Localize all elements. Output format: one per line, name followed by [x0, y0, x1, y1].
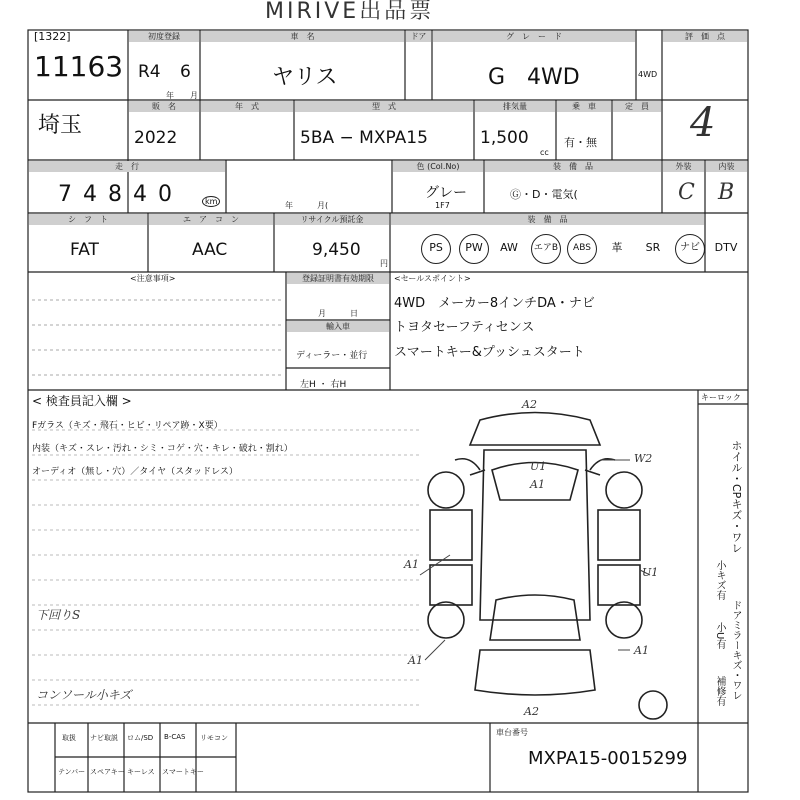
window-note: Ⓖ・D・電気(: [510, 188, 578, 201]
damage-mark: A2: [522, 398, 537, 411]
bottom-label-smart-key: スマートキー: [162, 768, 204, 776]
exterior-grade: C: [678, 180, 695, 205]
model-code: 5BA − MXPA15: [300, 128, 428, 148]
equip-pw: PW: [459, 234, 489, 264]
bottom-label-navi-manual: ナビ取説: [90, 734, 118, 742]
car-name-header: 車 名: [201, 31, 404, 42]
equip-airbag: エアB: [531, 234, 561, 264]
import-options: ディーラー・並行: [296, 351, 368, 361]
damage-mark: A1: [634, 644, 649, 657]
hand-note-underbody: 下回りS: [36, 608, 81, 622]
color-header: 色 (Col.No): [393, 161, 483, 172]
equip-navi: ナビ: [675, 234, 705, 264]
year-label: 年: [166, 91, 174, 100]
lot-code: [1322]: [34, 30, 71, 43]
equip-ps: PS: [421, 234, 451, 264]
equipment-header-top: 装 備 品: [485, 161, 661, 172]
seats-header: 乗 車: [557, 101, 611, 112]
interior-grade: B: [718, 180, 735, 205]
aircon-header: エ ア コ ン: [149, 214, 273, 225]
reg-month-label: 月 日: [318, 309, 358, 318]
damage-mark: U1: [530, 460, 547, 473]
damage-mark: W2: [634, 452, 653, 465]
import-header: 輸入車: [287, 321, 389, 332]
damage-mark: A1: [530, 478, 545, 491]
sales-point-1: 4WD メーカー8インチDA・ナビ: [394, 296, 595, 311]
sales-point-3: スマートキー&プッシュスタート: [394, 345, 585, 360]
grade-header: グ レ ー ド: [433, 31, 635, 42]
form-title: MIRIVE出品票: [265, 0, 435, 24]
displacement: 1,500: [480, 128, 529, 148]
first-reg-header: 初度登録: [129, 31, 199, 42]
equipment-header: 装 備 品: [391, 214, 704, 225]
mileage: 7 4 8 4 0: [58, 182, 174, 207]
mileage-unit: km: [202, 196, 220, 207]
side-note-door-mirror: ドアミラーキズ・ワレ: [730, 600, 741, 700]
recycle-unit: 円: [380, 259, 388, 268]
recycle-fee: 9,450: [312, 240, 361, 260]
sales-point-2: トヨタセーフティセンス: [394, 320, 535, 335]
first-reg-era: R4: [138, 62, 161, 82]
month-label: 月: [190, 91, 198, 100]
side-note-small-scratch: 小キズ有: [714, 560, 725, 600]
note-interior: 内装（キズ・スレ・汚れ・シミ・コゲ・穴・キレ・破れ・割れ）: [32, 444, 293, 454]
sales-points-header: <セールスポイント>: [394, 274, 471, 283]
bottom-label-keyless: キーレス: [127, 768, 155, 776]
damage-mark: U1: [642, 566, 659, 579]
damage-mark: A1: [408, 654, 423, 667]
appraisal-header: 評 価 点: [663, 31, 747, 42]
displacement-header: 排気量: [475, 101, 555, 112]
first-reg-month: 6: [180, 62, 191, 82]
mileage-header: 走 行: [29, 161, 225, 172]
hand-note-console: コンソール小キズ: [36, 688, 132, 702]
equip-aw: AW: [500, 241, 518, 254]
note-glass: Fガラス（キズ・飛石・ヒビ・リペア跡・X要）: [32, 421, 223, 431]
displacement-unit: cc: [540, 148, 549, 157]
lot-number: 11163: [34, 50, 124, 83]
side-note-wheel: ホイル・CPキズ・ワレ: [730, 440, 743, 554]
damage-mark: A1: [404, 558, 419, 571]
equip-sr: SR: [645, 241, 661, 254]
prefecture: 埼玉: [38, 113, 83, 138]
side-note-small-u: 小U有: [714, 622, 725, 650]
color: グレー: [425, 185, 467, 201]
chassis-label: 車台番号: [496, 728, 528, 737]
bottom-label-bcas: B-CAS: [164, 733, 186, 741]
bottom-label-remote: リモコン: [200, 734, 228, 742]
aircon: AAC: [192, 240, 228, 260]
equip-abs: ABS: [567, 234, 597, 264]
bottom-label-spare-key: スペアキー: [90, 768, 125, 776]
bottom-label-temper: テンパー: [58, 768, 86, 776]
damage-mark: A2: [524, 705, 539, 718]
remarks-header: <注意事項>: [130, 274, 176, 283]
drive-mark: 4WD: [638, 70, 658, 79]
exterior-header: 外装: [663, 161, 704, 172]
chassis-number: MXPA15-0015299: [528, 748, 688, 769]
equip-dtv: DTV: [714, 241, 738, 254]
grade: G 4WD: [488, 65, 580, 90]
side-note-repair: 補修有: [714, 676, 725, 706]
note-audio: オーディオ（無し・穴）／タイヤ（スタッドレス）: [32, 467, 238, 477]
key-lock-header: キーロック: [701, 393, 741, 402]
reg-date-label: 年 月(: [285, 201, 329, 210]
color-no: 1F7: [435, 201, 450, 210]
appraisal-score: 4: [690, 100, 716, 146]
recycle-header: リサイクル預託金: [275, 214, 389, 225]
capacity-header: 定 員: [613, 101, 661, 112]
sales-name-header: 販 名: [129, 101, 199, 112]
year-type-header: 年 式: [201, 101, 293, 112]
shift: FAT: [70, 240, 99, 260]
bottom-label-rom-sd: ロム/SD: [127, 734, 154, 742]
shift-header: シ フ ト: [29, 214, 147, 225]
year: 2022: [134, 128, 178, 148]
inspector-notes-header: < 検査員記入欄 >: [32, 394, 132, 408]
car-name: ヤリス: [272, 65, 338, 90]
steering-options: 左H ・ 右H: [300, 380, 347, 390]
bottom-label-handling: 取扱: [62, 734, 76, 742]
reg-expiry-header: 登録証明書有効期限: [287, 273, 389, 284]
model-header: 型 式: [295, 101, 473, 112]
door-header: ドア: [406, 31, 431, 42]
equip-leather: 革: [611, 241, 623, 254]
seat-choice: 有・無: [564, 136, 597, 149]
interior-header: 内装: [706, 161, 747, 172]
